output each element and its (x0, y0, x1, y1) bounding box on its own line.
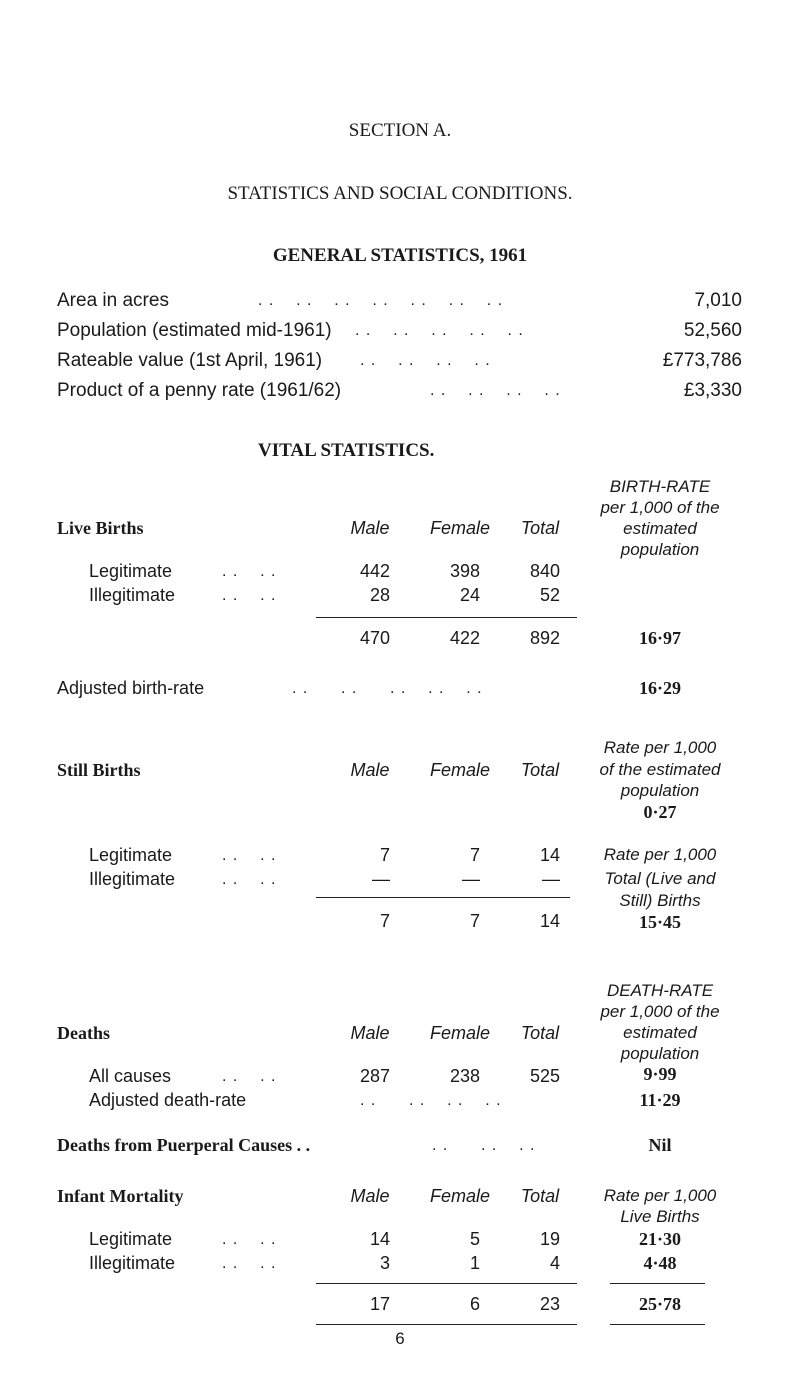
death-rate-heading-line: population (620, 1044, 700, 1063)
leader-dots: . . . . . . . . . . (355, 322, 524, 339)
section-title: SECTION A. (348, 120, 452, 141)
puerperal-value: Nil (648, 1135, 672, 1155)
leader-dots: . . . . (222, 587, 277, 604)
col-male-header: Male (350, 760, 390, 780)
still-legit-total: 14 (539, 845, 560, 865)
infant-mortality-label: Infant Mortality (57, 1186, 184, 1206)
infant-total-male: 17 (369, 1294, 390, 1314)
general-statistics-heading: GENERAL STATISTICS, 1961 (272, 245, 528, 266)
general-row-label: Population (estimated mid-1961) (57, 320, 332, 341)
col-total-header: Total (520, 760, 560, 780)
still-legit-male: 7 (379, 845, 390, 865)
general-row-label: Area in acres (57, 290, 169, 311)
birth-rate-heading-line: estimated (623, 519, 697, 538)
total-rule (316, 1283, 577, 1284)
leader-dots: . . . . (222, 847, 277, 864)
puerperal-label: Deaths from Puerperal Causes . . (57, 1135, 311, 1155)
live-births-label: Live Births (57, 518, 144, 538)
deaths-female: 238 (449, 1066, 480, 1086)
infant-illegit-total: 4 (549, 1253, 560, 1273)
row-label-illegitimate: Illegitimate (89, 1253, 176, 1273)
still-rate-heading-line: population (620, 781, 700, 800)
still-legit-female: 7 (469, 845, 480, 865)
page-number: 6 (395, 1329, 405, 1348)
still-rate2-heading-line: Still) Births (570, 891, 750, 911)
leader-dots: . . . . (222, 871, 277, 888)
still-illegit-female: — (462, 869, 480, 889)
col-total-header: Total (520, 1023, 560, 1043)
live-legit-total: 840 (529, 561, 560, 581)
all-causes-label: All causes (89, 1066, 172, 1086)
infant-legit-female: 5 (469, 1229, 480, 1249)
col-total-header: Total (520, 1186, 560, 1206)
infant-legit-male: 14 (369, 1229, 390, 1249)
adjusted-birth-rate-value: 16·29 (638, 678, 681, 698)
infant-rate-heading-line: Live Births (620, 1207, 700, 1226)
general-row-value: £3,330 (683, 380, 742, 401)
vital-statistics-heading: VITAL STATISTICS. (258, 440, 435, 461)
leader-dots: . . . . (222, 563, 277, 580)
leader-dots: . . . . . . . . . . (292, 680, 483, 697)
death-rate-heading-line: estimated (623, 1023, 697, 1042)
infant-legit-rate: 21·30 (638, 1229, 681, 1249)
col-total-header: Total (520, 518, 560, 538)
infant-illegit-rate: 4·48 (643, 1253, 677, 1273)
general-row-value: 7,010 (694, 290, 742, 311)
death-rate-heading-line: per 1,000 of the (600, 1002, 720, 1021)
leader-dots: . . . . (222, 1255, 277, 1272)
adjusted-death-rate-label: Adjusted death-rate (89, 1090, 247, 1110)
row-label-illegitimate: Illegitimate (89, 869, 176, 889)
col-male-header: Male (350, 518, 390, 538)
general-row-value: £773,786 (662, 350, 742, 371)
still-total-male: 7 (379, 911, 390, 931)
live-illegit-female: 24 (459, 585, 480, 605)
infant-total-female: 6 (469, 1294, 480, 1314)
leader-dots: . . . . . . (432, 1137, 536, 1154)
still-rate2-heading: Rate per 1,000 (603, 845, 717, 864)
live-illegit-male: 28 (369, 585, 390, 605)
leader-dots: . . . . . . . . . . . . . . (258, 292, 504, 309)
birth-rate-heading: BIRTH-RATE (609, 477, 711, 496)
infant-legit-total: 19 (539, 1229, 560, 1249)
infant-illegit-male: 3 (379, 1253, 390, 1273)
still-illegit-male: — (372, 869, 390, 889)
still-births-label: Still Births (57, 760, 141, 780)
live-total-total: 892 (529, 628, 560, 648)
deaths-total: 525 (529, 1066, 560, 1086)
row-label-legitimate: Legitimate (89, 845, 173, 865)
death-rate-heading: DEATH-RATE (606, 981, 714, 1000)
infant-total-total: 23 (539, 1294, 560, 1314)
page-subtitle: STATISTICS AND SOCIAL CONDITIONS. (227, 183, 573, 204)
total-rule (316, 617, 577, 618)
leader-dots: . . . . (222, 1068, 277, 1085)
still-rate2-value: 15·45 (638, 912, 681, 932)
birth-rate-value: 16·97 (638, 628, 681, 648)
col-female-header: Female (429, 760, 491, 780)
leader-dots: . . . . (222, 1231, 277, 1248)
general-row-label: Rateable value (1st April, 1961) (57, 350, 323, 371)
leader-dots: . . . . . . . . (430, 382, 561, 399)
still-rate-heading-line: of the estimated (599, 760, 721, 779)
col-female-header: Female (429, 1023, 491, 1043)
live-illegit-total: 52 (539, 585, 560, 605)
leader-dots: . . . . . . . . (360, 1092, 502, 1109)
row-label-legitimate: Legitimate (89, 561, 173, 581)
death-rate-value: 9·99 (643, 1064, 677, 1084)
live-legit-female: 398 (449, 561, 480, 581)
deaths-label: Deaths (57, 1023, 110, 1043)
row-label-legitimate: Legitimate (89, 1229, 173, 1249)
still-total-female: 7 (469, 911, 480, 931)
still-total-total: 14 (539, 911, 560, 931)
birth-rate-heading-line: population (620, 540, 700, 559)
col-male-header: Male (350, 1186, 390, 1206)
infant-rate-heading: Rate per 1,000 (603, 1186, 717, 1205)
total-rule (610, 1324, 705, 1325)
general-row-value: 52,560 (683, 320, 742, 341)
live-total-male: 470 (359, 628, 390, 648)
live-total-female: 422 (449, 628, 480, 648)
still-rate-heading: Rate per 1,000 (603, 738, 717, 757)
col-male-header: Male (350, 1023, 390, 1043)
row-label-illegitimate: Illegitimate (89, 585, 176, 605)
col-female-header: Female (429, 1186, 491, 1206)
leader-dots: . . . . . . . . (360, 352, 491, 369)
col-female-header: Female (429, 518, 491, 538)
total-rule (316, 1324, 577, 1325)
total-rule (610, 1283, 705, 1284)
general-row-label: Product of a penny rate (1961/62) (57, 380, 342, 401)
still-rate-value: 0·27 (643, 802, 677, 822)
live-legit-male: 442 (359, 561, 390, 581)
deaths-male: 287 (359, 1066, 390, 1086)
birth-rate-heading-line: per 1,000 of the (600, 498, 720, 517)
adjusted-birth-rate-label: Adjusted birth-rate (57, 678, 205, 698)
still-illegit-total: — (542, 869, 560, 889)
infant-total-rate: 25·78 (638, 1294, 681, 1314)
still-rate2-heading-line: Total (Live and (604, 869, 716, 888)
infant-illegit-female: 1 (469, 1253, 480, 1273)
adjusted-death-rate-value: 11·29 (639, 1090, 681, 1110)
